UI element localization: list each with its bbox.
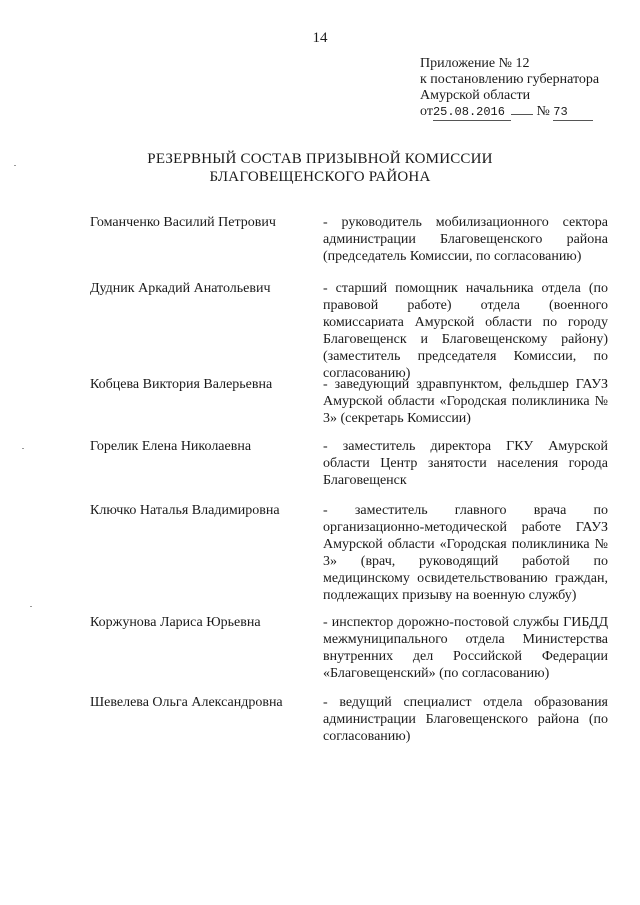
- page-number: 14: [312, 30, 328, 46]
- document-title: [0, 150, 640, 186]
- handwritten-number: 73: [553, 104, 593, 121]
- scan-speck: [14, 165, 16, 166]
- date-underline: [511, 114, 533, 115]
- scan-speck: [30, 606, 32, 607]
- member-role: - инспектор дорожно-постовой службы ГИБДД межмуниципального отдела Министерства внутренних дел Российской Федерации «Благовещенский» (по согласованию): [323, 615, 608, 681]
- appendix-line-3: Амурской области: [420, 88, 531, 103]
- member-role: - ведущий специалист отдела образования администрации Благовещенского района (по согласованию): [323, 695, 608, 744]
- date-prefix: от: [420, 104, 433, 119]
- member-name: Кобцева Виктория Валерьевна: [90, 377, 273, 392]
- appendix-line-1: Приложение № 12: [420, 56, 530, 71]
- title-line-1: РЕЗЕРВНЫЙ СОСТАВ ПРИЗЫВНОЙ КОМИССИИ: [147, 151, 493, 167]
- member-name: Дудник Аркадий Анатольевич: [90, 281, 271, 296]
- member-role: - заместитель директора ГКУ Амурской области Центр занятости населения города Благовещенск: [323, 439, 608, 488]
- scan-speck: [22, 448, 24, 449]
- handwritten-date: 25.08.2016: [433, 104, 511, 121]
- member-role: - старший помощник начальника отдела (по правовой работе) отдела (военного комиссариата Амурской области по городу Благовещенск и Благовещенскому району) (заместитель председателя Комиссии, по согласованию): [323, 281, 608, 381]
- member-role: - руководитель мобилизационного сектора администрации Благовещенского района (председатель Комиссии, по согласованию): [323, 215, 608, 264]
- member-name: Шевелева Ольга Александровна: [90, 695, 283, 710]
- member-role: - заведующий здравпунктом, фельдшер ГАУЗ Амурской области «Городская поликлиника № 3» (секретарь Комиссии): [323, 377, 608, 426]
- appendix-block: [420, 56, 620, 121]
- member-name: Коржунова Лариса Юрьевна: [90, 615, 261, 630]
- member-name: Гоманченко Василий Петрович: [90, 215, 276, 230]
- member-role: - заместитель главного врача по организационно-методической работе ГАУЗ Амурской области «Городская поликлиника № 3» (врач, руководящий работой по медицинскому освидетельствованию граждан, подлежащих призыву на военную службу): [323, 503, 608, 603]
- number-label: №: [536, 104, 550, 119]
- member-name: Горелик Елена Николаевна: [90, 439, 252, 454]
- appendix-line-2: к постановлению губернатора: [420, 72, 600, 87]
- member-name: Ключко Наталья Владимировна: [90, 503, 280, 518]
- appendix-date-line: [420, 104, 620, 121]
- title-line-2: БЛАГОВЕЩЕНСКОГО РАЙОНА: [209, 169, 431, 185]
